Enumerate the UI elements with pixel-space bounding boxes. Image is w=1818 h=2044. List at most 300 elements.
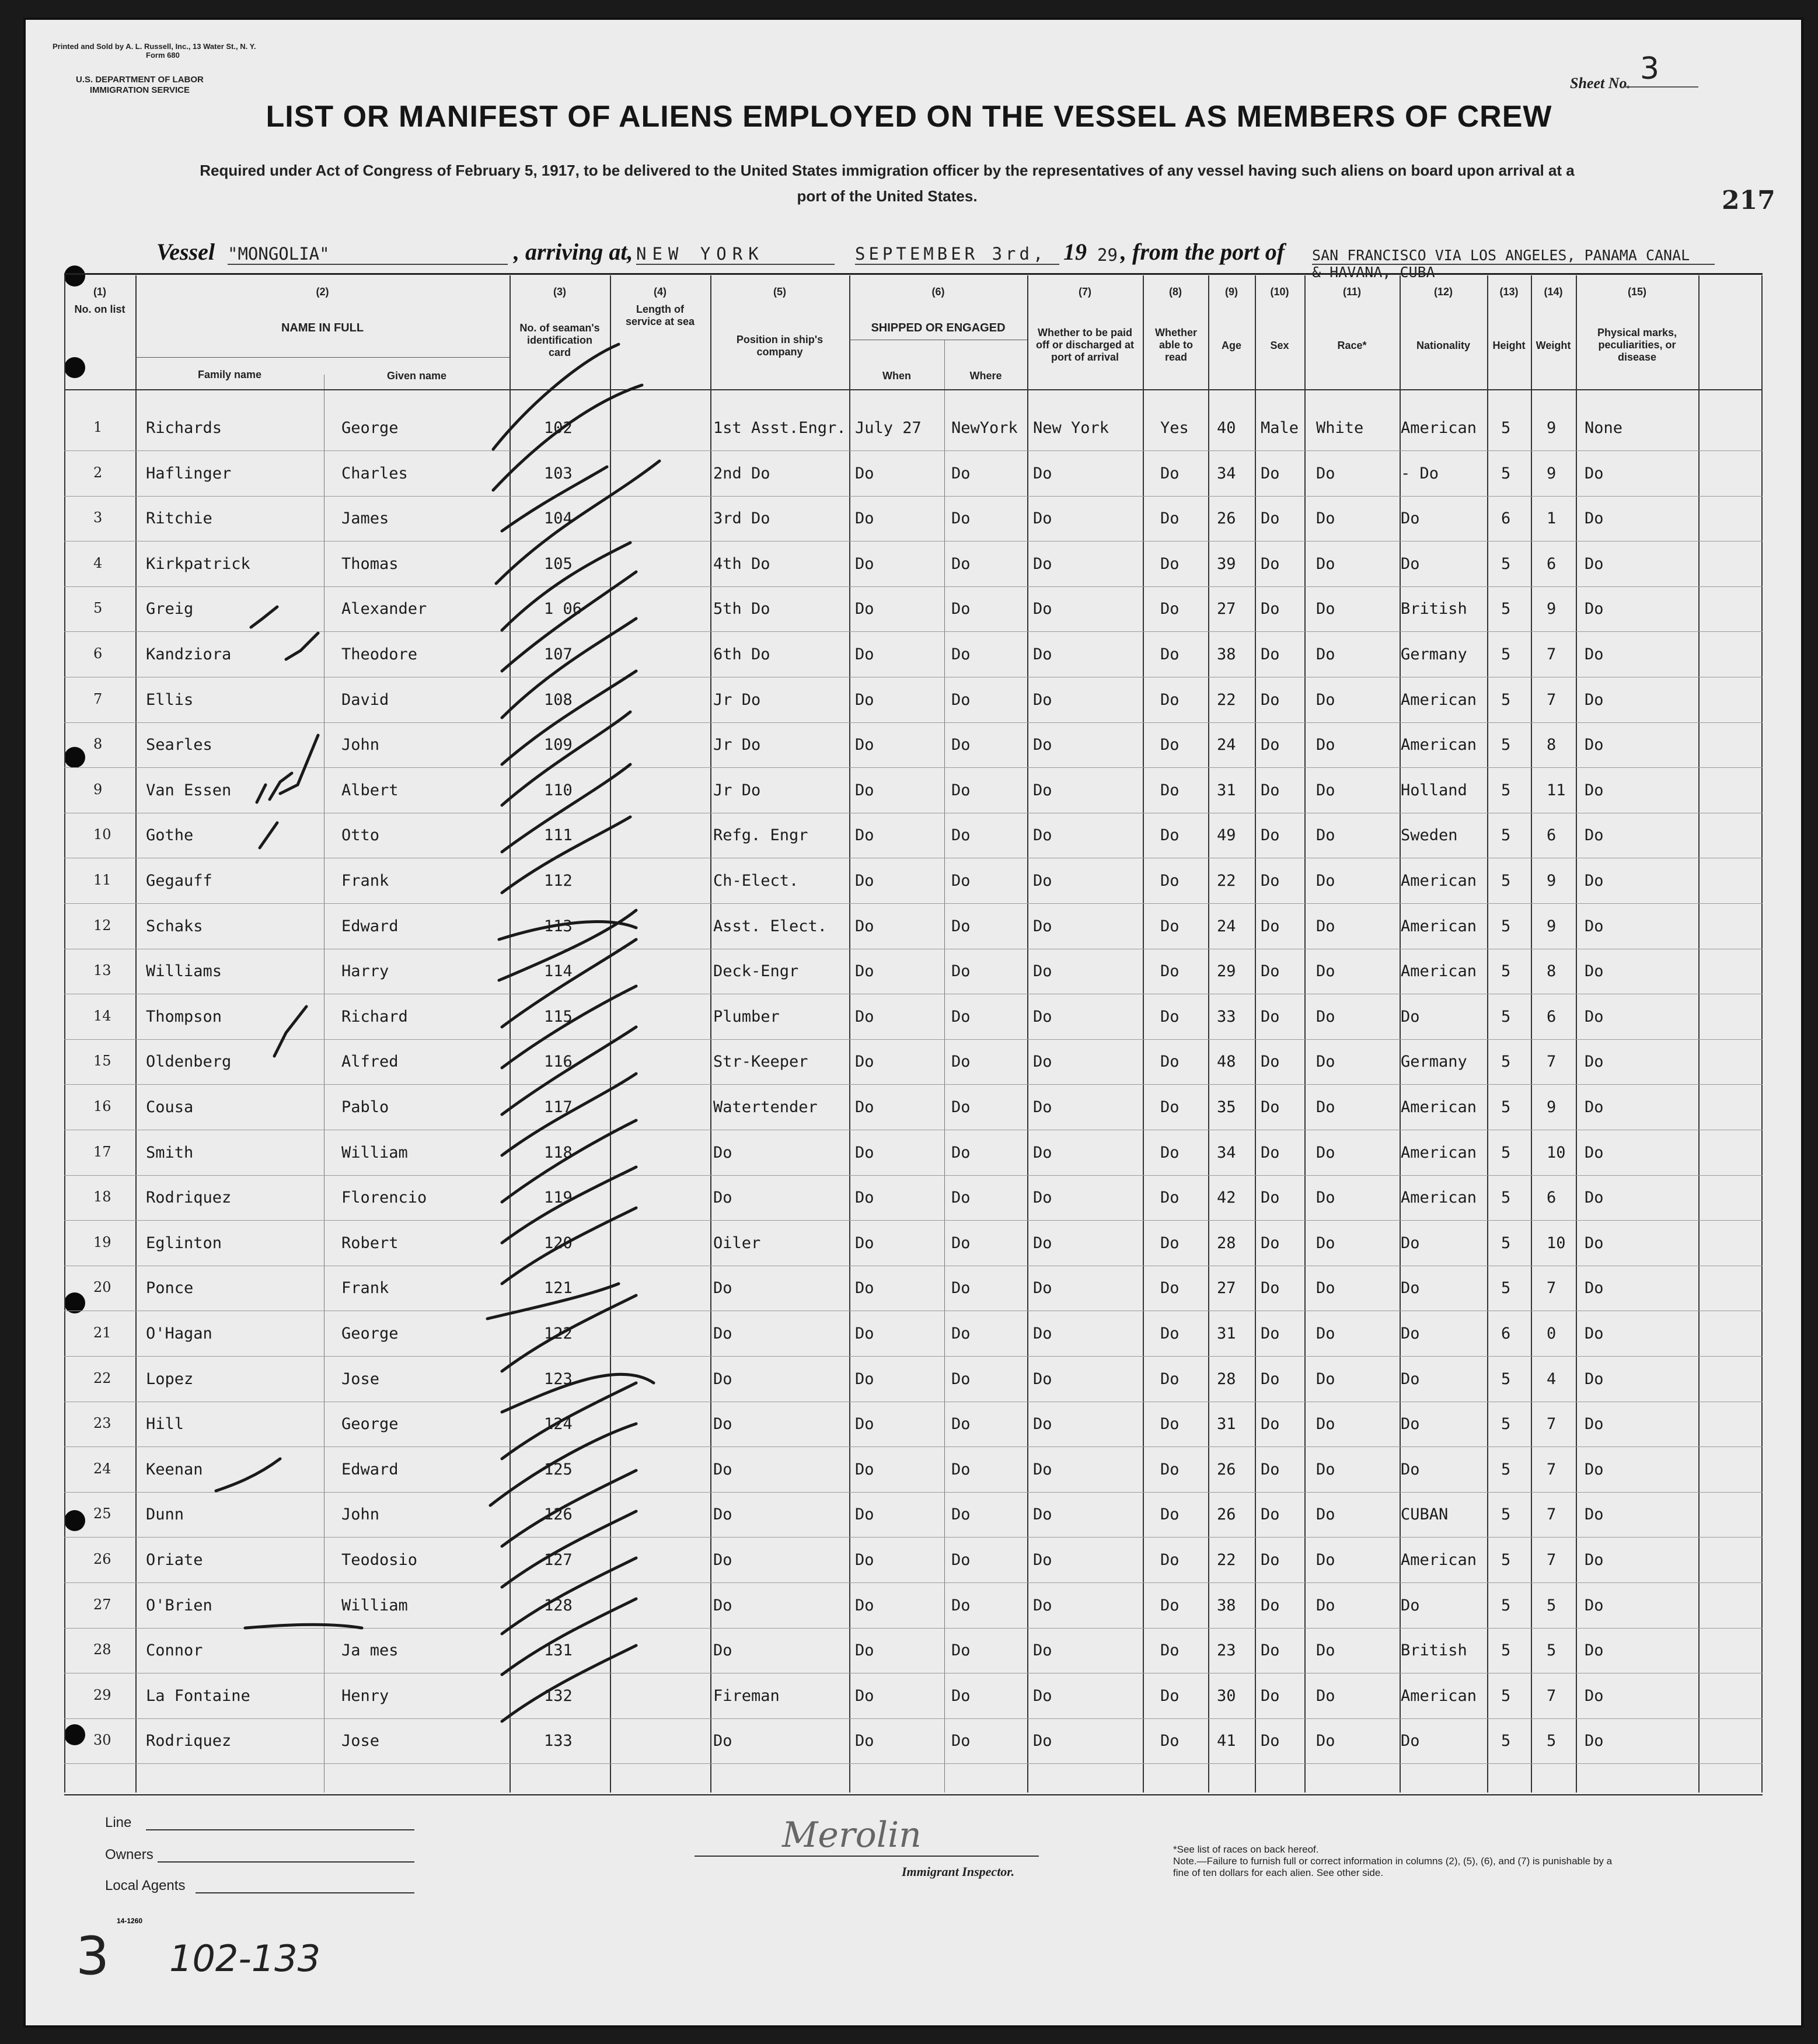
- crew-where-cell: Do: [951, 736, 971, 754]
- crew-race-cell: Do: [1316, 1369, 1335, 1388]
- crew-no-cell: 27: [93, 1596, 111, 1613]
- crew-position-cell: Do: [713, 1325, 732, 1343]
- crew-marks-cell: Do: [1585, 781, 1604, 799]
- crew-paid-cell: Do: [1033, 1460, 1052, 1479]
- crew-sex-cell: Do: [1261, 1505, 1280, 1524]
- crew-no-cell: 12: [93, 917, 111, 934]
- crew-paid-cell: Do: [1033, 1325, 1052, 1343]
- service: IMMIGRATION SERVICE: [89, 85, 190, 95]
- crew-height-cell: 5: [1501, 1551, 1511, 1569]
- header-paid-off: Whether to be paid off or discharged at port of arrival: [1035, 327, 1135, 363]
- crew-race-cell: Do: [1316, 1460, 1335, 1479]
- crew-height-cell: 5: [1501, 1732, 1511, 1750]
- crew-age-cell: 39: [1217, 554, 1236, 573]
- crew-paid-cell: Do: [1033, 1641, 1052, 1660]
- crew-where-cell: Do: [951, 1007, 971, 1026]
- crew-paid-cell: Do: [1033, 1732, 1052, 1750]
- crew-height-cell: 5: [1501, 1641, 1511, 1660]
- crew-position-cell: Do: [713, 1460, 732, 1479]
- arrival-date: SEPTEMBER 3rd,: [855, 244, 1059, 265]
- crew-where-cell: Do: [951, 1053, 971, 1071]
- crew-sex-cell: Do: [1261, 509, 1280, 528]
- column-number: (6): [931, 286, 945, 298]
- crew-marks-cell: Do: [1585, 554, 1604, 573]
- crew-position-cell: Do: [713, 1369, 732, 1388]
- crew-nationality-cell: Holland: [1401, 781, 1467, 799]
- crew-read-cell: Do: [1160, 554, 1180, 573]
- crew-when-cell: Do: [855, 554, 874, 573]
- crew-age-cell: 40: [1217, 419, 1236, 437]
- crew-paid-cell: Do: [1033, 690, 1052, 709]
- crew-age-cell: 49: [1217, 826, 1236, 845]
- crew-position-cell: 3rd Do: [713, 509, 770, 528]
- crew-age-cell: 26: [1217, 1505, 1236, 1524]
- crew-where-cell: NewYork: [951, 419, 1018, 437]
- crew-paid-cell: Do: [1033, 1098, 1052, 1116]
- page-number: 217: [1722, 186, 1775, 215]
- crew-marks-cell: Do: [1585, 509, 1604, 528]
- crew-paid-cell: Do: [1033, 464, 1052, 483]
- crew-marks-cell: Do: [1585, 962, 1604, 981]
- crew-where-cell: Do: [951, 645, 971, 663]
- crew-age-cell: 22: [1217, 872, 1236, 890]
- crew-nationality-cell: American: [1401, 917, 1477, 935]
- crew-age-cell: 33: [1217, 1007, 1236, 1026]
- crew-given-cell: Henry: [341, 1686, 389, 1705]
- crew-position-cell: 6th Do: [713, 645, 770, 663]
- crew-where-cell: Do: [951, 1641, 971, 1660]
- crew-given-cell: John: [341, 736, 380, 754]
- footnote: [1173, 1844, 1628, 1879]
- crew-nationality-cell: American: [1401, 419, 1477, 437]
- crew-card-cell: 114: [544, 962, 573, 981]
- crew-where-cell: Do: [951, 781, 971, 799]
- crew-nationality-cell: Do: [1401, 509, 1420, 528]
- header-shipped-engaged: SHIPPED OR ENGAGED: [871, 322, 1006, 334]
- crew-nationality-cell: Do: [1401, 1415, 1420, 1434]
- crew-nationality-cell: Do: [1401, 1007, 1420, 1026]
- crew-read-cell: Do: [1160, 645, 1180, 663]
- crew-read-cell: Yes: [1160, 419, 1189, 437]
- crew-marks-cell: Do: [1585, 1505, 1604, 1524]
- crew-family-cell: Gothe: [146, 826, 194, 845]
- crew-paid-cell: Do: [1033, 1279, 1052, 1298]
- owners-label: Owners: [105, 1847, 153, 1863]
- crew-position-cell: Jr Do: [713, 736, 761, 754]
- crew-given-cell: Frank: [341, 872, 389, 890]
- crew-when-cell: Do: [855, 1007, 874, 1026]
- column-number: (12): [1433, 286, 1453, 298]
- crew-given-cell: Harry: [341, 962, 389, 981]
- crew-race-cell: Do: [1316, 1007, 1335, 1026]
- crew-no-cell: 29: [93, 1686, 111, 1703]
- crew-where-cell: Do: [951, 509, 971, 528]
- crew-where-cell: Do: [951, 1415, 971, 1434]
- crew-sex-cell: Do: [1261, 826, 1280, 845]
- crew-where-cell: Do: [951, 917, 971, 935]
- required-line-2: port of the United States.: [797, 187, 978, 205]
- crew-no-cell: 23: [93, 1415, 111, 1432]
- crew-sex-cell: Do: [1261, 464, 1280, 483]
- crew-paid-cell: Do: [1033, 1551, 1052, 1569]
- crew-paid-cell: Do: [1033, 1369, 1052, 1388]
- crew-weight-cell: 5: [1547, 1732, 1557, 1750]
- crew-height-cell: 5: [1501, 1596, 1511, 1615]
- crew-weight-cell: 7: [1547, 1279, 1557, 1298]
- crew-position-cell: Fireman: [713, 1686, 780, 1705]
- crew-no-cell: 15: [93, 1053, 111, 1070]
- crew-read-cell: Do: [1160, 1007, 1180, 1026]
- crew-no-cell: 13: [93, 962, 111, 979]
- crew-nationality-cell: American: [1401, 1686, 1477, 1705]
- crew-family-cell: La Fontaine: [146, 1686, 250, 1705]
- crew-no-cell: 9: [93, 781, 103, 798]
- column-number: (3): [553, 286, 566, 298]
- crew-weight-cell: 9: [1547, 419, 1557, 437]
- crew-where-cell: Do: [951, 1279, 971, 1298]
- crew-race-cell: Do: [1316, 1053, 1335, 1071]
- header-name-in-full: NAME IN FULL: [281, 322, 364, 334]
- crew-race-cell: Do: [1316, 1641, 1335, 1660]
- crew-nationality-cell: American: [1401, 736, 1477, 754]
- crew-card-cell: 124: [544, 1415, 573, 1434]
- crew-given-cell: William: [341, 1143, 408, 1162]
- crew-weight-cell: 7: [1547, 1460, 1557, 1479]
- crew-when-cell: Do: [855, 962, 874, 981]
- crew-race-cell: Do: [1316, 645, 1335, 663]
- crew-family-cell: Smith: [146, 1143, 194, 1162]
- crew-race-cell: Do: [1316, 509, 1335, 528]
- crew-where-cell: Do: [951, 1596, 971, 1615]
- year-suffix: 29: [1097, 245, 1118, 265]
- crew-position-cell: Jr Do: [713, 781, 761, 799]
- crew-no-cell: 24: [93, 1460, 111, 1477]
- penalty-note: Note.—Failure to furnish full or correct information in columns (2), (5), (6), and (7) is punishable by a fine of ten dollars for each alien. See other side.: [1173, 1856, 1613, 1878]
- crew-given-cell: Jose: [341, 1732, 380, 1750]
- arriving-label: , arriving at,: [514, 239, 633, 265]
- crew-paid-cell: Do: [1033, 1596, 1052, 1615]
- crew-height-cell: 5: [1501, 464, 1511, 483]
- crew-weight-cell: 6: [1547, 1007, 1557, 1026]
- crew-paid-cell: Do: [1033, 1189, 1052, 1207]
- crew-read-cell: Do: [1160, 962, 1180, 981]
- header-sex: Sex: [1270, 340, 1289, 351]
- crew-family-cell: Ponce: [146, 1279, 194, 1298]
- crew-no-cell: 4: [93, 554, 103, 571]
- column-number: (9): [1225, 286, 1238, 298]
- crew-read-cell: Do: [1160, 509, 1180, 528]
- crew-family-cell: Ellis: [146, 690, 194, 709]
- crew-position-cell: Jr Do: [713, 690, 761, 709]
- crew-weight-cell: 9: [1547, 464, 1557, 483]
- crew-family-cell: Oriate: [146, 1551, 203, 1569]
- crew-sex-cell: Do: [1261, 690, 1280, 709]
- crew-card-cell: 1 06: [544, 600, 582, 619]
- crew-weight-cell: 10: [1547, 1234, 1566, 1252]
- crew-height-cell: 5: [1501, 872, 1511, 890]
- crew-race-cell: Do: [1316, 1098, 1335, 1116]
- crew-age-cell: 26: [1217, 1460, 1236, 1479]
- crew-where-cell: Do: [951, 962, 971, 981]
- crew-when-cell: Do: [855, 917, 874, 935]
- column-number: (2): [316, 286, 329, 298]
- crew-marks-cell: Do: [1585, 917, 1604, 935]
- crew-nationality-cell: American: [1401, 962, 1477, 981]
- crew-marks-cell: Do: [1585, 1641, 1604, 1660]
- crew-race-cell: Do: [1316, 600, 1335, 619]
- vessel-label: Vessel: [156, 239, 215, 265]
- crew-position-cell: Do: [713, 1415, 732, 1434]
- crew-paid-cell: Do: [1033, 917, 1052, 935]
- crew-sex-cell: Do: [1261, 962, 1280, 981]
- crew-weight-cell: 7: [1547, 1415, 1557, 1434]
- crew-race-cell: Do: [1316, 872, 1335, 890]
- crew-race-cell: Do: [1316, 1189, 1335, 1207]
- crew-sex-cell: Do: [1261, 1279, 1280, 1298]
- crew-marks-cell: Do: [1585, 645, 1604, 663]
- crew-height-cell: 5: [1501, 1234, 1511, 1252]
- crew-paid-cell: Do: [1033, 645, 1052, 663]
- crew-sex-cell: Do: [1261, 1415, 1280, 1434]
- agents-label: Local Agents: [105, 1878, 186, 1893]
- crew-position-cell: Asst. Elect.: [713, 917, 828, 935]
- crew-nationality-cell: Do: [1401, 1460, 1420, 1479]
- crew-when-cell: Do: [855, 1686, 874, 1705]
- crew-race-cell: Do: [1316, 826, 1335, 845]
- header-race: Race*: [1337, 340, 1367, 351]
- crew-sex-cell: Do: [1261, 872, 1280, 890]
- crew-height-cell: 5: [1501, 736, 1511, 754]
- crew-where-cell: Do: [951, 554, 971, 573]
- crew-no-cell: 30: [93, 1732, 111, 1749]
- crew-age-cell: 38: [1217, 1596, 1236, 1615]
- crew-given-cell: Alexander: [341, 600, 427, 619]
- crew-position-cell: 5th Do: [713, 600, 770, 619]
- crew-card-cell: 113: [544, 917, 573, 935]
- crew-sex-cell: Do: [1261, 1460, 1280, 1479]
- crew-marks-cell: Do: [1585, 736, 1604, 754]
- header-given-name: Given name: [386, 370, 447, 382]
- crew-no-cell: 18: [93, 1189, 111, 1206]
- crew-no-cell: 5: [93, 600, 103, 617]
- crew-paid-cell: Do: [1033, 962, 1052, 981]
- crew-family-cell: O'Brien: [146, 1596, 212, 1615]
- crew-marks-cell: Do: [1585, 1415, 1604, 1434]
- crew-weight-cell: 5: [1547, 1641, 1557, 1660]
- crew-weight-cell: 1: [1547, 509, 1557, 528]
- crew-when-cell: Do: [855, 1189, 874, 1207]
- crew-weight-cell: 6: [1547, 1189, 1557, 1207]
- header-weight: Weight: [1536, 340, 1571, 351]
- crew-position-cell: 4th Do: [713, 554, 770, 573]
- crew-no-cell: 10: [93, 826, 111, 843]
- crew-height-cell: 5: [1501, 645, 1511, 663]
- crew-where-cell: Do: [951, 1505, 971, 1524]
- crew-nationality-cell: Germany: [1401, 1053, 1467, 1071]
- crew-given-cell: Charles: [341, 464, 408, 483]
- vessel-name: "MONGOLIA": [228, 244, 508, 265]
- crew-paid-cell: Do: [1033, 1053, 1052, 1071]
- races-note: *See list of races on back hereof.: [1173, 1844, 1319, 1855]
- crew-sex-cell: Do: [1261, 1551, 1280, 1569]
- crew-height-cell: 5: [1501, 1053, 1511, 1071]
- crew-paid-cell: Do: [1033, 509, 1052, 528]
- crew-weight-cell: 10: [1547, 1143, 1566, 1162]
- crew-no-cell: 17: [93, 1143, 111, 1160]
- crew-age-cell: 29: [1217, 962, 1236, 981]
- crew-card-cell: 123: [544, 1369, 573, 1388]
- crew-family-cell: Williams: [146, 962, 222, 981]
- crew-race-cell: Do: [1316, 1551, 1335, 1569]
- crew-family-cell: Kirkpatrick: [146, 554, 250, 573]
- crew-where-cell: Do: [951, 872, 971, 890]
- crew-given-cell: Florencio: [341, 1189, 427, 1207]
- crew-nationality-cell: British: [1401, 600, 1467, 619]
- crew-card-cell: 132: [544, 1686, 573, 1705]
- crew-family-cell: Hill: [146, 1415, 184, 1434]
- crew-nationality-cell: Do: [1401, 1732, 1420, 1750]
- crew-no-cell: 8: [93, 736, 103, 753]
- crew-family-cell: Van Essen: [146, 781, 232, 799]
- crew-read-cell: Do: [1160, 917, 1180, 935]
- crew-when-cell: Do: [855, 1053, 874, 1071]
- crew-marks-cell: Do: [1585, 1053, 1604, 1071]
- crew-where-cell: Do: [951, 1143, 971, 1162]
- crew-nationality-cell: American: [1401, 1098, 1477, 1116]
- crew-sex-cell: Do: [1261, 1732, 1280, 1750]
- crew-no-cell: 14: [93, 1007, 111, 1024]
- crew-card-cell: 118: [544, 1143, 573, 1162]
- crew-where-cell: Do: [951, 1098, 971, 1116]
- crew-read-cell: Do: [1160, 1505, 1180, 1524]
- sheet-number: 3: [1640, 51, 1660, 86]
- crew-where-cell: Do: [951, 600, 971, 619]
- crew-given-cell: George: [341, 1325, 399, 1343]
- footer-rule: [64, 1794, 1763, 1795]
- crew-given-cell: Edward: [341, 1460, 399, 1479]
- crew-card-cell: 115: [544, 1007, 573, 1026]
- crew-card-cell: 104: [544, 509, 573, 528]
- crew-paid-cell: Do: [1033, 1234, 1052, 1252]
- crew-when-cell: Do: [855, 736, 874, 754]
- crew-when-cell: Do: [855, 1369, 874, 1388]
- crew-when-cell: Do: [855, 1641, 874, 1660]
- crew-nationality-cell: American: [1401, 872, 1477, 890]
- crew-marks-cell: Do: [1585, 690, 1604, 709]
- crew-race-cell: Do: [1316, 464, 1335, 483]
- header-where: Where: [969, 370, 1002, 382]
- crew-weight-cell: 9: [1547, 600, 1557, 619]
- crew-height-cell: 5: [1501, 1143, 1511, 1162]
- crew-family-cell: Greig: [146, 600, 194, 619]
- crew-when-cell: Do: [855, 1415, 874, 1434]
- crew-race-cell: Do: [1316, 1234, 1335, 1252]
- crew-given-cell: Frank: [341, 1279, 389, 1298]
- crew-race-cell: Do: [1316, 1143, 1335, 1162]
- crew-height-cell: 5: [1501, 1007, 1511, 1026]
- crew-family-cell: Keenan: [146, 1460, 203, 1479]
- crew-weight-cell: 7: [1547, 1686, 1557, 1705]
- crew-given-cell: James: [341, 509, 389, 528]
- crew-given-cell: John: [341, 1505, 380, 1524]
- crew-paid-cell: Do: [1033, 736, 1052, 754]
- crew-card-cell: 125: [544, 1460, 573, 1479]
- crew-age-cell: 38: [1217, 645, 1236, 663]
- crew-card-cell: 117: [544, 1098, 573, 1116]
- crew-age-cell: 27: [1217, 600, 1236, 619]
- crew-height-cell: 5: [1501, 419, 1511, 437]
- header-length-service: Length of service at sea: [625, 303, 695, 327]
- crew-race-cell: Do: [1316, 1686, 1335, 1705]
- crew-read-cell: Do: [1160, 1053, 1180, 1071]
- crew-height-cell: 5: [1501, 917, 1511, 935]
- crew-where-cell: Do: [951, 1732, 971, 1750]
- header-height: Height: [1492, 340, 1526, 351]
- crew-where-cell: Do: [951, 1369, 971, 1388]
- crew-race-cell: Do: [1316, 554, 1335, 573]
- crew-race-cell: Do: [1316, 1732, 1335, 1750]
- crew-sex-cell: Do: [1261, 781, 1280, 799]
- crew-position-cell: Do: [713, 1596, 732, 1615]
- crew-nationality-cell: CUBAN: [1401, 1505, 1449, 1524]
- crew-marks-cell: Do: [1585, 1686, 1604, 1705]
- crew-when-cell: Do: [855, 1596, 874, 1615]
- crew-paid-cell: New York: [1033, 419, 1109, 437]
- crew-card-cell: 133: [544, 1732, 573, 1750]
- crew-read-cell: Do: [1160, 1369, 1180, 1388]
- crew-nationality-cell: British: [1401, 1641, 1467, 1660]
- crew-family-cell: Haflinger: [146, 464, 232, 483]
- crew-paid-cell: Do: [1033, 1007, 1052, 1026]
- crew-position-cell: 2nd Do: [713, 464, 770, 483]
- crew-read-cell: Do: [1160, 600, 1180, 619]
- crew-weight-cell: 8: [1547, 962, 1557, 981]
- crew-nationality-cell: Do: [1401, 1369, 1420, 1388]
- department: U.S. DEPARTMENT OF LABOR: [76, 75, 204, 85]
- crew-when-cell: Do: [855, 1279, 874, 1298]
- crew-height-cell: 5: [1501, 781, 1511, 799]
- crew-height-cell: 5: [1501, 962, 1511, 981]
- crew-age-cell: 31: [1217, 1325, 1236, 1343]
- crew-when-cell: July 27: [855, 419, 922, 437]
- crew-read-cell: Do: [1160, 1143, 1180, 1162]
- crew-sex-cell: Do: [1261, 1189, 1280, 1207]
- crew-family-cell: O'Hagan: [146, 1325, 212, 1343]
- crew-card-cell: 107: [544, 645, 573, 663]
- column-number: (14): [1544, 286, 1563, 298]
- inspector-field: [695, 1856, 1039, 1857]
- crew-race-cell: Do: [1316, 1505, 1335, 1524]
- crew-given-cell: Richard: [341, 1007, 408, 1026]
- column-number: (10): [1270, 286, 1289, 298]
- crew-family-cell: Ritchie: [146, 509, 212, 528]
- crew-nationality-cell: Do: [1401, 1596, 1420, 1615]
- crew-no-cell: 22: [93, 1369, 111, 1386]
- crew-no-cell: 11: [93, 872, 111, 888]
- crew-nationality-cell: American: [1401, 1189, 1477, 1207]
- crew-when-cell: Do: [855, 1234, 874, 1252]
- crew-sex-cell: Do: [1261, 1596, 1280, 1615]
- column-number: (4): [654, 286, 667, 298]
- crew-read-cell: Do: [1160, 1189, 1180, 1207]
- crew-family-cell: Lopez: [146, 1369, 194, 1388]
- column-number: (11): [1342, 286, 1362, 298]
- crew-race-cell: Do: [1316, 1325, 1335, 1343]
- crew-where-cell: Do: [951, 1234, 971, 1252]
- crew-when-cell: Do: [855, 781, 874, 799]
- crew-weight-cell: 9: [1547, 1098, 1557, 1116]
- crew-height-cell: 6: [1501, 509, 1511, 528]
